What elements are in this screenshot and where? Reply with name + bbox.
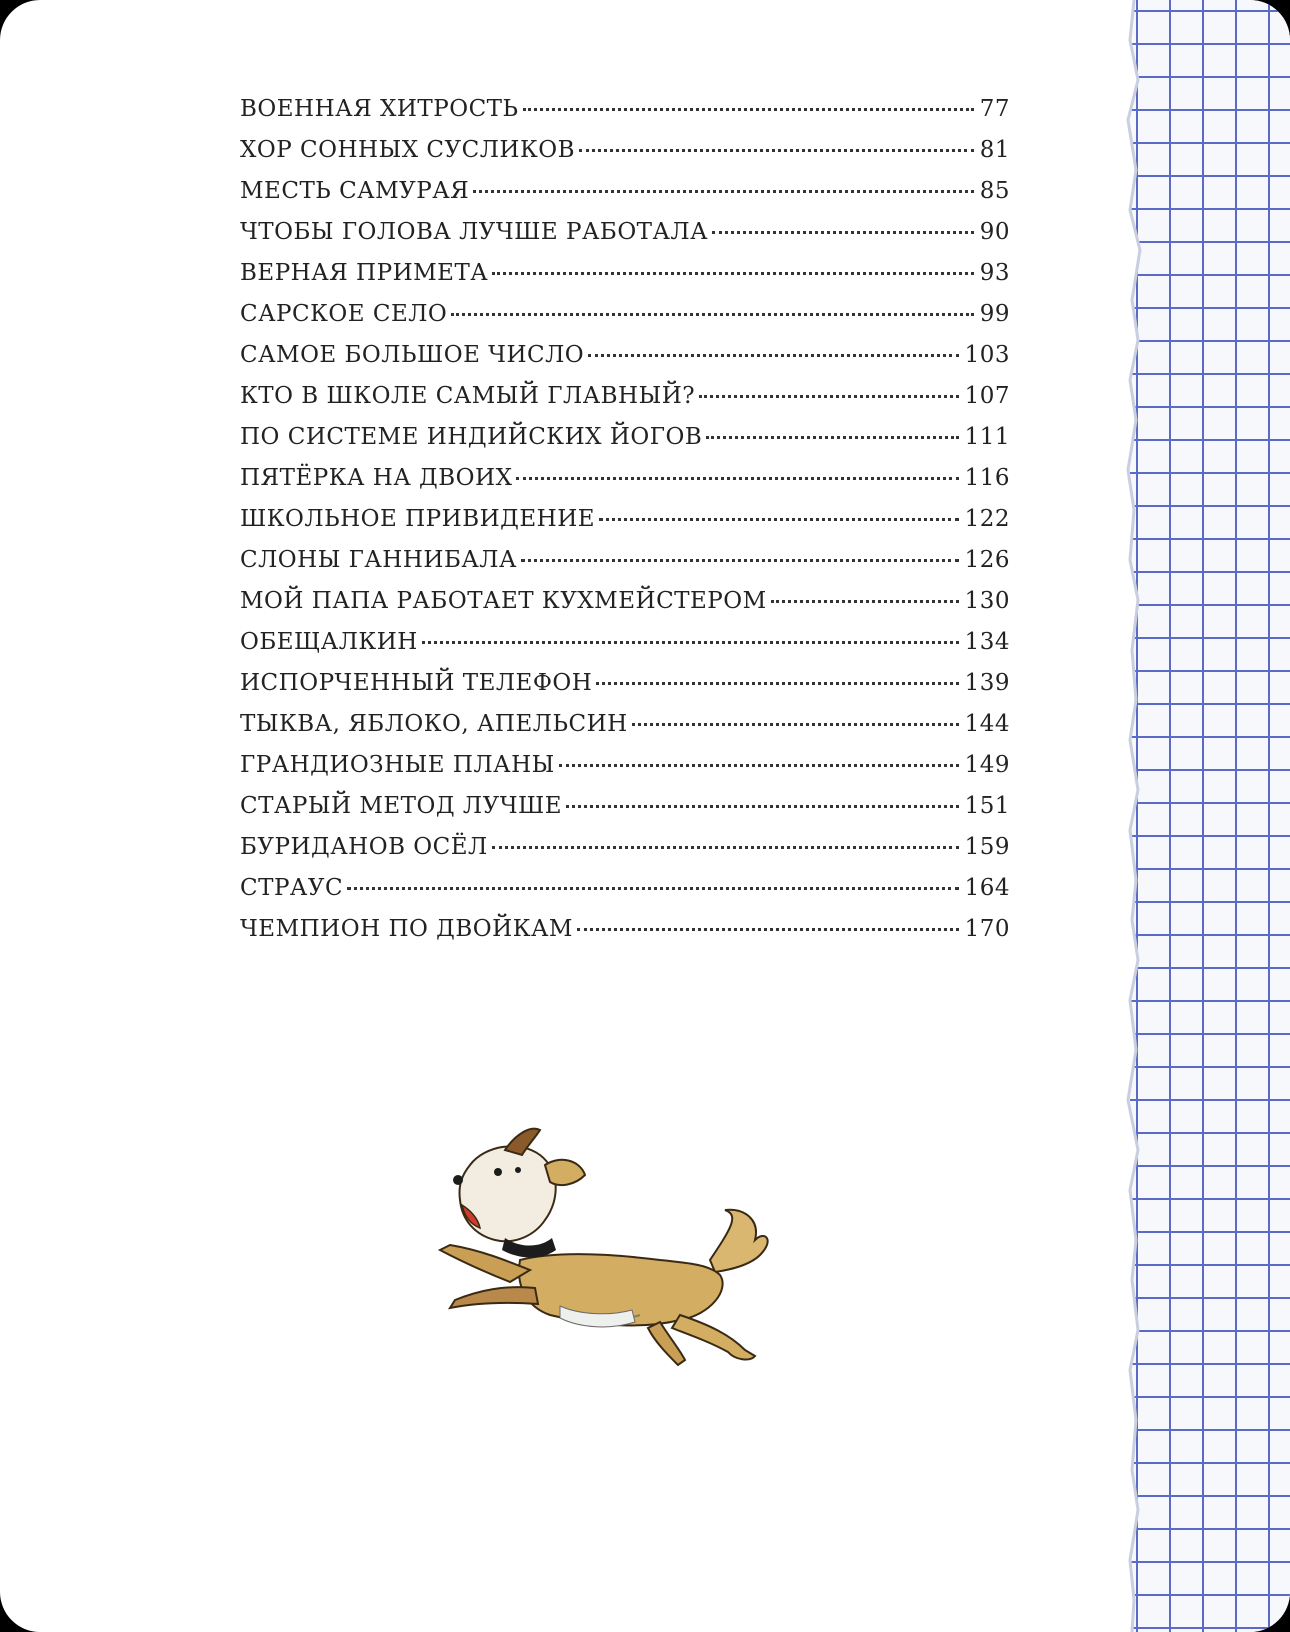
toc-leader-dots — [632, 723, 959, 726]
toc-entry-page: 103 — [964, 342, 1010, 368]
toc-leader-dots — [521, 559, 959, 562]
toc-entry-page: 134 — [964, 629, 1010, 655]
toc-entry-page: 144 — [964, 711, 1010, 737]
toc-entry-page: 107 — [964, 383, 1010, 409]
toc-entry-title: ОБЕЩАЛКИН — [240, 629, 418, 655]
toc-entry-page: 170 — [964, 916, 1010, 942]
toc-entry[interactable] — [240, 793, 1010, 834]
toc-entry-page: 81 — [979, 137, 1010, 163]
toc-entry-title: ЧЕМПИОН ПО ДВОЙКАМ — [240, 916, 573, 942]
toc-entry-title: МЕСТЬ САМУРАЯ — [240, 178, 470, 204]
toc-leader-dots — [492, 272, 973, 275]
toc-leader-dots — [347, 887, 959, 890]
toc-entry[interactable] — [240, 137, 1010, 178]
toc-entry-page: 90 — [979, 219, 1010, 245]
toc-entry-page: 116 — [964, 465, 1010, 491]
toc-entry-title: ПО СИСТЕМЕ ИНДИЙСКИХ ЙОГОВ — [240, 424, 703, 450]
toc-entry-page: 151 — [964, 793, 1010, 819]
toc-entry[interactable] — [240, 96, 1010, 137]
toc-entry-title: СТРАУС — [240, 875, 344, 901]
toc-entry-page: 93 — [979, 260, 1010, 286]
toc-entry-title: КТО В ШКОЛЕ САМЫЙ ГЛАВНЫЙ? — [240, 383, 696, 409]
toc-entry[interactable] — [240, 465, 1010, 506]
toc-leader-dots — [566, 805, 959, 808]
toc-leader-dots — [451, 313, 973, 316]
toc-entry-title: СЛОНЫ ГАННИБАЛА — [240, 547, 517, 573]
running-dog-illustration — [410, 1110, 840, 1380]
toc-leader-dots — [706, 436, 958, 439]
toc-entry[interactable] — [240, 670, 1010, 711]
toc-entry-title: МОЙ ПАПА РАБОТАЕТ КУХМЕЙСТЕРОМ — [240, 588, 767, 614]
toc-entry-title: ИСПОРЧЕННЫЙ ТЕЛЕФОН — [240, 670, 593, 696]
toc-leader-dots — [523, 108, 974, 111]
toc-entry[interactable] — [240, 834, 1010, 875]
toc-entry-page: 77 — [979, 96, 1010, 122]
toc-leader-dots — [712, 231, 974, 234]
toc-leader-dots — [599, 518, 959, 521]
toc-leader-dots — [492, 846, 959, 849]
toc-leader-dots — [473, 190, 973, 193]
toc-entry[interactable] — [240, 424, 1010, 465]
toc-entry-title: САРСКОЕ СЕЛО — [240, 301, 448, 327]
toc-leader-dots — [422, 641, 959, 644]
toc-entry[interactable] — [240, 178, 1010, 219]
toc-entry[interactable] — [240, 752, 1010, 793]
toc-entry[interactable] — [240, 875, 1010, 916]
toc-entry-page: 99 — [979, 301, 1010, 327]
toc-leader-dots — [699, 395, 958, 398]
toc-entry-title: ПЯТЁРКА НА ДВОИХ — [240, 465, 513, 491]
toc-leader-dots — [559, 764, 959, 767]
toc-entry-page: 126 — [964, 547, 1010, 573]
toc-leader-dots — [516, 477, 958, 480]
toc-entry-title: САМОЕ БОЛЬШОЕ ЧИСЛО — [240, 342, 585, 368]
toc-entry[interactable] — [240, 547, 1010, 588]
toc-entry[interactable] — [240, 260, 1010, 301]
toc-entry[interactable] — [240, 342, 1010, 383]
toc-entry-page: 164 — [964, 875, 1010, 901]
toc-entry[interactable] — [240, 383, 1010, 424]
toc-leader-dots — [596, 682, 958, 685]
toc-entry[interactable] — [240, 301, 1010, 342]
toc-entry-page: 139 — [964, 670, 1010, 696]
toc-entry-title: ЧТОБЫ ГОЛОВА ЛУЧШЕ РАБОТАЛА — [240, 219, 709, 245]
toc-entry-page: 149 — [964, 752, 1010, 778]
toc-entry-title: ГРАНДИОЗНЫЕ ПЛАНЫ — [240, 752, 555, 778]
torn-paper-edge — [1100, 0, 1180, 1632]
toc-entry[interactable] — [240, 588, 1010, 629]
toc-leader-dots — [588, 354, 958, 357]
toc-entry[interactable] — [240, 629, 1010, 670]
toc-entry-title: ТЫКВА, ЯБЛОКО, АПЕЛЬСИН — [240, 711, 628, 737]
toc-leader-dots — [771, 600, 959, 603]
toc-entry-title: ХОР СОННЫХ СУСЛИКОВ — [240, 137, 576, 163]
toc-entry[interactable] — [240, 711, 1010, 752]
toc-leader-dots — [579, 149, 974, 152]
toc-leader-dots — [577, 928, 959, 931]
toc-entry-page: 159 — [964, 834, 1010, 860]
toc-entry[interactable] — [240, 219, 1010, 260]
toc-entry[interactable] — [240, 916, 1010, 957]
toc-entry-title: ВЕРНАЯ ПРИМЕТА — [240, 260, 489, 286]
toc-entry-page: 122 — [964, 506, 1010, 532]
toc-entry-title: ВОЕННАЯ ХИТРОСТЬ — [240, 96, 519, 122]
toc-entry[interactable] — [240, 506, 1010, 547]
toc-entry-page: 85 — [979, 178, 1010, 204]
toc-entry-title: СТАРЫЙ МЕТОД ЛУЧШЕ — [240, 793, 563, 819]
toc-entry-page: 111 — [964, 424, 1010, 450]
table-of-contents — [240, 96, 1010, 957]
toc-entry-title: ШКОЛЬНОЕ ПРИВИДЕНИЕ — [240, 506, 596, 532]
toc-entry-page: 130 — [964, 588, 1010, 614]
toc-entry-title: БУРИДАНОВ ОСЁЛ — [240, 834, 488, 860]
